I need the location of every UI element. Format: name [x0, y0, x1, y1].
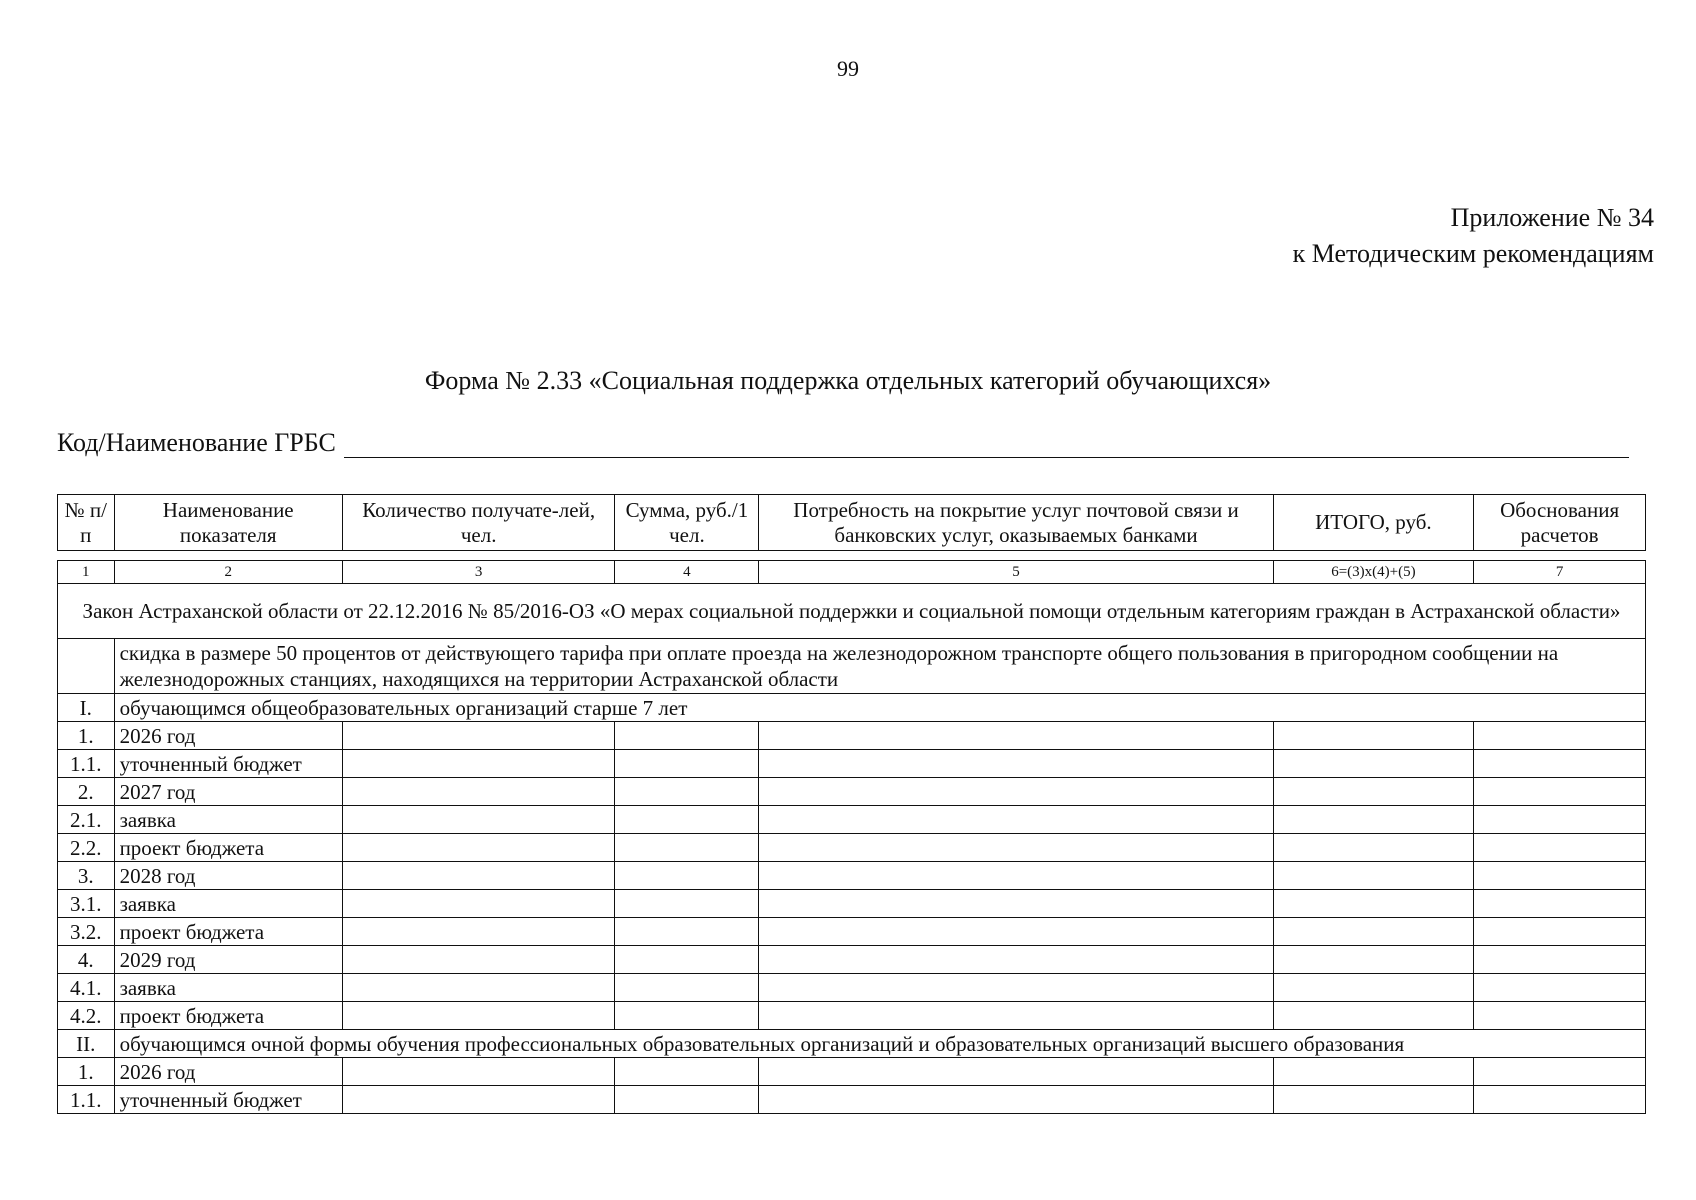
- page-number: 99: [837, 56, 859, 81]
- justification-cell[interactable]: [1474, 890, 1646, 918]
- services-cell[interactable]: [759, 946, 1273, 974]
- amount-cell[interactable]: [615, 806, 759, 834]
- row-indicator: 2029 год: [114, 946, 342, 974]
- total-cell[interactable]: [1273, 974, 1474, 1002]
- amount-cell[interactable]: [615, 890, 759, 918]
- amount-cell[interactable]: [615, 750, 759, 778]
- recipients-cell[interactable]: [342, 750, 615, 778]
- total-cell[interactable]: [1273, 1058, 1474, 1086]
- header-amount: Сумма, руб./1 чел.: [615, 495, 759, 551]
- recipients-cell[interactable]: [342, 1086, 615, 1114]
- recipients-cell[interactable]: [342, 1002, 615, 1030]
- row-indicator: заявка: [114, 974, 342, 1002]
- column-index: 5: [759, 561, 1273, 584]
- row-number: 1.: [58, 722, 115, 750]
- table-row: [58, 834, 1646, 862]
- row-number: 4.2.: [58, 1002, 115, 1030]
- recipients-cell[interactable]: [342, 722, 615, 750]
- section-title: обучающимся очной формы обучения профессиональных образовательных организаций и образовательных организаций высшего образования: [114, 1030, 1645, 1058]
- row-number: 2.2.: [58, 834, 115, 862]
- justification-cell[interactable]: [1474, 974, 1646, 1002]
- row-number: 2.: [58, 778, 115, 806]
- appendix-heading: [1293, 200, 1654, 272]
- amount-cell[interactable]: [615, 862, 759, 890]
- row-indicator: 2027 год: [114, 778, 342, 806]
- column-index: 1: [58, 561, 115, 584]
- services-cell[interactable]: [759, 890, 1273, 918]
- total-cell[interactable]: [1273, 806, 1474, 834]
- section-2-rows: [58, 1058, 1646, 1114]
- justification-cell[interactable]: [1474, 750, 1646, 778]
- amount-cell[interactable]: [615, 778, 759, 806]
- table-row: [58, 722, 1646, 750]
- amount-cell[interactable]: [615, 946, 759, 974]
- services-cell[interactable]: [759, 834, 1273, 862]
- appendix-number: Приложение № 34: [1450, 203, 1654, 232]
- table-row: [58, 806, 1646, 834]
- discount-note: скидка в размере 50 процентов от действующего тарифа при оплате проезда на железнодорожном транспорте общего пользования в пригородном сообщении на железнодорожных станциях, находящихся на территории Астраханской области: [114, 639, 1645, 694]
- justification-cell[interactable]: [1474, 834, 1646, 862]
- table-row: [58, 750, 1646, 778]
- services-cell[interactable]: [759, 1058, 1273, 1086]
- row-number: 1.: [58, 1058, 115, 1086]
- row-number: 1.1.: [58, 1086, 115, 1114]
- table-row: [58, 862, 1646, 890]
- services-cell[interactable]: [759, 862, 1273, 890]
- recipients-cell[interactable]: [342, 890, 615, 918]
- column-index: 4: [615, 561, 759, 584]
- table-row: [58, 974, 1646, 1002]
- justification-cell[interactable]: [1474, 778, 1646, 806]
- row-number: 4.: [58, 946, 115, 974]
- table-row: [58, 918, 1646, 946]
- row-indicator: проект бюджета: [114, 1002, 342, 1030]
- header-services: Потребность на покрытие услуг почтовой связи и банковских услуг, оказываемых банками: [759, 495, 1273, 551]
- data-table: [57, 560, 1646, 1114]
- recipients-cell[interactable]: [342, 1058, 615, 1086]
- amount-cell[interactable]: [615, 918, 759, 946]
- section-row: [58, 694, 1646, 722]
- total-cell[interactable]: [1273, 918, 1474, 946]
- grbs-field: [57, 428, 1629, 458]
- recipients-cell[interactable]: [342, 974, 615, 1002]
- row-indicator: проект бюджета: [114, 918, 342, 946]
- justification-cell[interactable]: [1474, 722, 1646, 750]
- justification-cell[interactable]: [1474, 946, 1646, 974]
- services-cell[interactable]: [759, 750, 1273, 778]
- table-row: [58, 1086, 1646, 1114]
- column-index: 6=(3)х(4)+(5): [1273, 561, 1474, 584]
- recipients-cell[interactable]: [342, 946, 615, 974]
- header-row: [58, 495, 1646, 551]
- total-cell[interactable]: [1273, 1086, 1474, 1114]
- section-row: [58, 1030, 1646, 1058]
- total-cell[interactable]: [1273, 722, 1474, 750]
- recipients-cell[interactable]: [342, 806, 615, 834]
- row-number: 3.: [58, 862, 115, 890]
- services-cell[interactable]: [759, 974, 1273, 1002]
- header-indicator: Наименование показателя: [114, 495, 342, 551]
- amount-cell[interactable]: [615, 722, 759, 750]
- form-title: Форма № 2.33 «Социальная поддержка отдельных категорий обучающихся»: [424, 366, 1272, 395]
- row-number: 1.1.: [58, 750, 115, 778]
- table-row: [58, 946, 1646, 974]
- empty-cell: [58, 639, 115, 694]
- amount-cell[interactable]: [615, 974, 759, 1002]
- total-cell[interactable]: [1273, 890, 1474, 918]
- law-row: [58, 584, 1646, 639]
- services-cell[interactable]: [759, 806, 1273, 834]
- table-row: [58, 890, 1646, 918]
- grbs-label: Код/Наименование ГРБС: [57, 428, 336, 457]
- recipients-cell[interactable]: [342, 834, 615, 862]
- total-cell[interactable]: [1273, 946, 1474, 974]
- recipients-cell[interactable]: [342, 778, 615, 806]
- services-cell[interactable]: [759, 1086, 1273, 1114]
- header-recipients: Количество получате-лей, чел.: [342, 495, 615, 551]
- services-cell[interactable]: [759, 722, 1273, 750]
- total-cell[interactable]: [1273, 750, 1474, 778]
- header-total: ИТОГО, руб.: [1273, 495, 1474, 551]
- section-number: II.: [58, 1030, 115, 1058]
- law-title: Закон Астраханской области от 22.12.2016 № 85/2016-ОЗ «О мерах социальной поддержки и социальной помощи отдельным категориям граждан в Астраханской области»: [58, 584, 1646, 639]
- section-title: обучающимся общеобразовательных организаций старше 7 лет: [114, 694, 1645, 722]
- table-row: [58, 1002, 1646, 1030]
- total-cell[interactable]: [1273, 778, 1474, 806]
- total-cell[interactable]: [1273, 862, 1474, 890]
- row-number: 2.1.: [58, 806, 115, 834]
- amount-cell[interactable]: [615, 834, 759, 862]
- row-indicator: заявка: [114, 890, 342, 918]
- section-number: I.: [58, 694, 115, 722]
- total-cell[interactable]: [1273, 1002, 1474, 1030]
- appendix-reference: к Методическим рекомендациям: [1292, 239, 1654, 268]
- row-indicator: 2028 год: [114, 862, 342, 890]
- table-row: [58, 778, 1646, 806]
- services-cell[interactable]: [759, 1002, 1273, 1030]
- row-number: 3.2.: [58, 918, 115, 946]
- recipients-cell[interactable]: [342, 918, 615, 946]
- column-index: 2: [114, 561, 342, 584]
- section-1-rows: [58, 722, 1646, 1030]
- justification-cell[interactable]: [1474, 1086, 1646, 1114]
- column-index: 7: [1474, 561, 1646, 584]
- justification-cell[interactable]: [1474, 806, 1646, 834]
- amount-cell[interactable]: [615, 1002, 759, 1030]
- column-index: 3: [342, 561, 615, 584]
- row-indicator: 2026 год: [114, 1058, 342, 1086]
- header-justification: Обоснования расчетов: [1474, 495, 1646, 551]
- services-cell[interactable]: [759, 778, 1273, 806]
- justification-cell[interactable]: [1474, 1058, 1646, 1086]
- amount-cell[interactable]: [615, 1086, 759, 1114]
- row-indicator: уточненный бюджет: [114, 1086, 342, 1114]
- row-indicator: 2026 год: [114, 722, 342, 750]
- discount-note-row: [58, 639, 1646, 694]
- row-number: 4.1.: [58, 974, 115, 1002]
- recipients-cell[interactable]: [342, 862, 615, 890]
- column-index-row: [58, 561, 1646, 584]
- services-cell[interactable]: [759, 918, 1273, 946]
- total-cell[interactable]: [1273, 834, 1474, 862]
- table-row: [58, 1058, 1646, 1086]
- header-num: № п/п: [58, 495, 115, 551]
- amount-cell[interactable]: [615, 1058, 759, 1086]
- grbs-blank-line[interactable]: [344, 429, 1629, 458]
- row-indicator: заявка: [114, 806, 342, 834]
- row-indicator: проект бюджета: [114, 834, 342, 862]
- row-indicator: уточненный бюджет: [114, 750, 342, 778]
- header-table: [57, 494, 1646, 551]
- row-number: 3.1.: [58, 890, 115, 918]
- justification-cell[interactable]: [1474, 862, 1646, 890]
- justification-cell[interactable]: [1474, 1002, 1646, 1030]
- justification-cell[interactable]: [1474, 918, 1646, 946]
